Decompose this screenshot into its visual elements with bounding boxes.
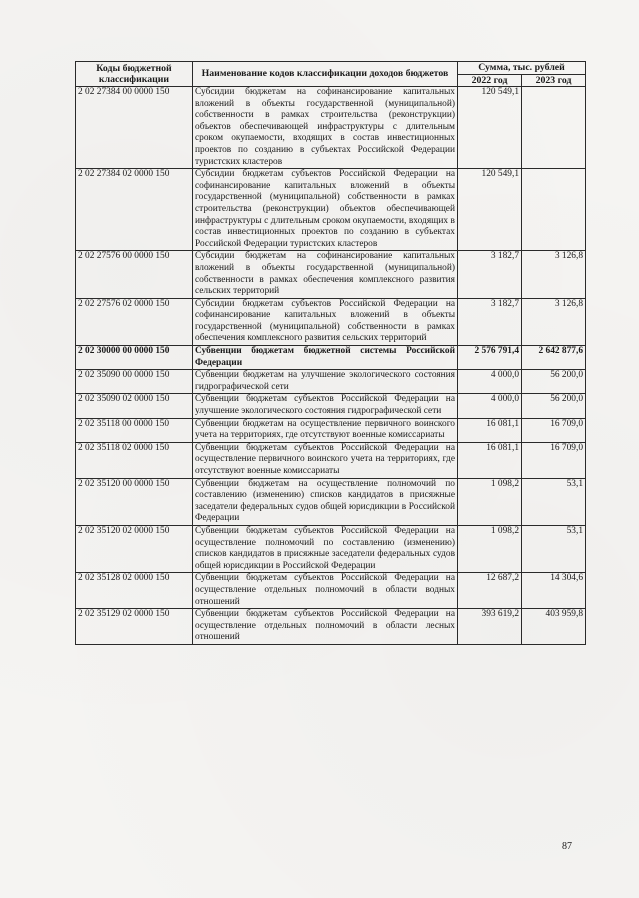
table-row: [76, 478, 586, 525]
row-name: Субвенции бюджетам на улучшение экологического состояния гидрографической сети: [193, 370, 458, 394]
row-name: Субсидии бюджетам субъектов Российской Федерации на софинансирование капитальных вложений в объекты государственной (муниципальной) собственности в рамках обеспечения комплексного развития сельских территорий: [193, 298, 458, 345]
header-sum: Сумма, тыс. рублей: [458, 62, 586, 75]
row-code: 2 02 35129 02 0000 150: [76, 609, 193, 645]
table-row: [76, 573, 586, 609]
row-name: Субсидии бюджетам на софинансирование капитальных вложений в объекты государственной (муниципальной) собственности в рамках строительства (реконструкции) объектов обеспечивающей инфраструктуры с длительным сроком окупаемости, входящих в состав инвестиционных проектов по созданию в субъектах Российской Федерации туристских кластеров: [193, 87, 458, 169]
row-value-2022: 12 687,2: [458, 573, 522, 609]
row-name: Субвенции бюджетам на осуществление первичного воинского учета на территориях, где отсутствуют военные комиссариаты: [193, 418, 458, 442]
row-value-2022: 393 619,2: [458, 609, 522, 645]
row-name: Субвенции бюджетам субъектов Российской Федерации на осуществление отдельных полномочий в области лесных отношений: [193, 609, 458, 645]
row-code: 2 02 35128 02 0000 150: [76, 573, 193, 609]
row-code: 2 02 27576 02 0000 150: [76, 298, 193, 345]
row-code: 2 02 30000 00 0000 150: [76, 346, 193, 370]
row-value-2023: 3 126,8: [522, 298, 586, 345]
row-value-2023: 403 959,8: [522, 609, 586, 645]
row-code: 2 02 35090 02 0000 150: [76, 394, 193, 418]
row-value-2023: 53,1: [522, 478, 586, 525]
row-name: Субвенции бюджетам субъектов Российской Федерации на осуществление отдельных полномочий в области водных отношений: [193, 573, 458, 609]
page-number: 87: [562, 841, 572, 852]
row-value-2022: 120 549,1: [458, 169, 522, 251]
row-code: 2 02 35120 02 0000 150: [76, 525, 193, 572]
table-row: [76, 251, 586, 298]
table-row: [76, 418, 586, 442]
row-code: 2 02 35120 00 0000 150: [76, 478, 193, 525]
table-body: [76, 87, 586, 645]
row-value-2023: 14 304,6: [522, 573, 586, 609]
row-value-2022: 16 081,1: [458, 418, 522, 442]
table-row: [76, 169, 586, 251]
header-name: Наименование кодов классификации доходов бюджетов: [193, 62, 458, 87]
row-value-2022: 4 000,0: [458, 394, 522, 418]
row-name: Субвенции бюджетам бюджетной системы Российской Федерации: [193, 346, 458, 370]
table-row: [76, 394, 586, 418]
row-code: 2 02 35118 02 0000 150: [76, 442, 193, 478]
row-code: 2 02 27576 00 0000 150: [76, 251, 193, 298]
row-code: 2 02 27384 02 0000 150: [76, 169, 193, 251]
row-name: Субвенции бюджетам субъектов Российской Федерации на осуществление полномочий по составлению (изменению) списков кандидатов в присяжные заседатели федеральных судов общей юрисдикции в Российской Федерации: [193, 525, 458, 572]
table-row: [76, 525, 586, 572]
table-row: [76, 298, 586, 345]
row-value-2022: 3 182,7: [458, 251, 522, 298]
header-2023: 2023 год: [522, 74, 586, 87]
table-row: [76, 346, 586, 370]
row-value-2022: 3 182,7: [458, 298, 522, 345]
row-value-2023: [522, 169, 586, 251]
row-value-2023: 3 126,8: [522, 251, 586, 298]
row-name: Субвенции бюджетам субъектов Российской Федерации на улучшение экологического состояния гидрографической сети: [193, 394, 458, 418]
row-value-2022: 1 098,2: [458, 478, 522, 525]
row-name: Субвенции бюджетам на осуществление полномочий по составлению (изменению) списков кандидатов в присяжные заседатели федеральных судов общей юрисдикции в Российской Федерации: [193, 478, 458, 525]
row-value-2023: 2 642 877,6: [522, 346, 586, 370]
row-value-2022: 16 081,1: [458, 442, 522, 478]
table-row: [76, 87, 586, 169]
row-name: Субсидии бюджетам на софинансирование капитальных вложений в объекты государственной (муниципальной) собственности в рамках обеспечения комплексного развития сельских территорий: [193, 251, 458, 298]
row-code: 2 02 35118 00 0000 150: [76, 418, 193, 442]
row-code: 2 02 27384 00 0000 150: [76, 87, 193, 169]
row-value-2022: 120 549,1: [458, 87, 522, 169]
row-value-2022: 2 576 791,4: [458, 346, 522, 370]
row-code: 2 02 35090 00 0000 150: [76, 370, 193, 394]
row-value-2023: [522, 87, 586, 169]
row-value-2022: 1 098,2: [458, 525, 522, 572]
table-row: [76, 609, 586, 645]
row-name: Субвенции бюджетам субъектов Российской Федерации на осуществление первичного воинского учета на территориях, где отсутствуют военные комиссариаты: [193, 442, 458, 478]
row-value-2023: 16 709,0: [522, 418, 586, 442]
row-value-2023: 56 200,0: [522, 394, 586, 418]
row-value-2022: 4 000,0: [458, 370, 522, 394]
row-value-2023: 16 709,0: [522, 442, 586, 478]
budget-table: [75, 61, 586, 645]
row-name: Субсидии бюджетам субъектов Российской Федерации на софинансирование капитальных вложений в объекты государственной (муниципальной) собственности в рамках строительства (реконструкции) объектов обеспечивающей инфраструктуры с длительным сроком окупаемости, входящих в состав инвестиционных проектов по созданию в субъектах Российской Федерации туристских кластеров: [193, 169, 458, 251]
table-header: [76, 62, 586, 87]
header-code: Коды бюджетной классификации: [76, 62, 193, 87]
row-value-2023: 53,1: [522, 525, 586, 572]
header-2022: 2022 год: [458, 74, 522, 87]
row-value-2023: 56 200,0: [522, 370, 586, 394]
table-row: [76, 442, 586, 478]
table-row: [76, 370, 586, 394]
